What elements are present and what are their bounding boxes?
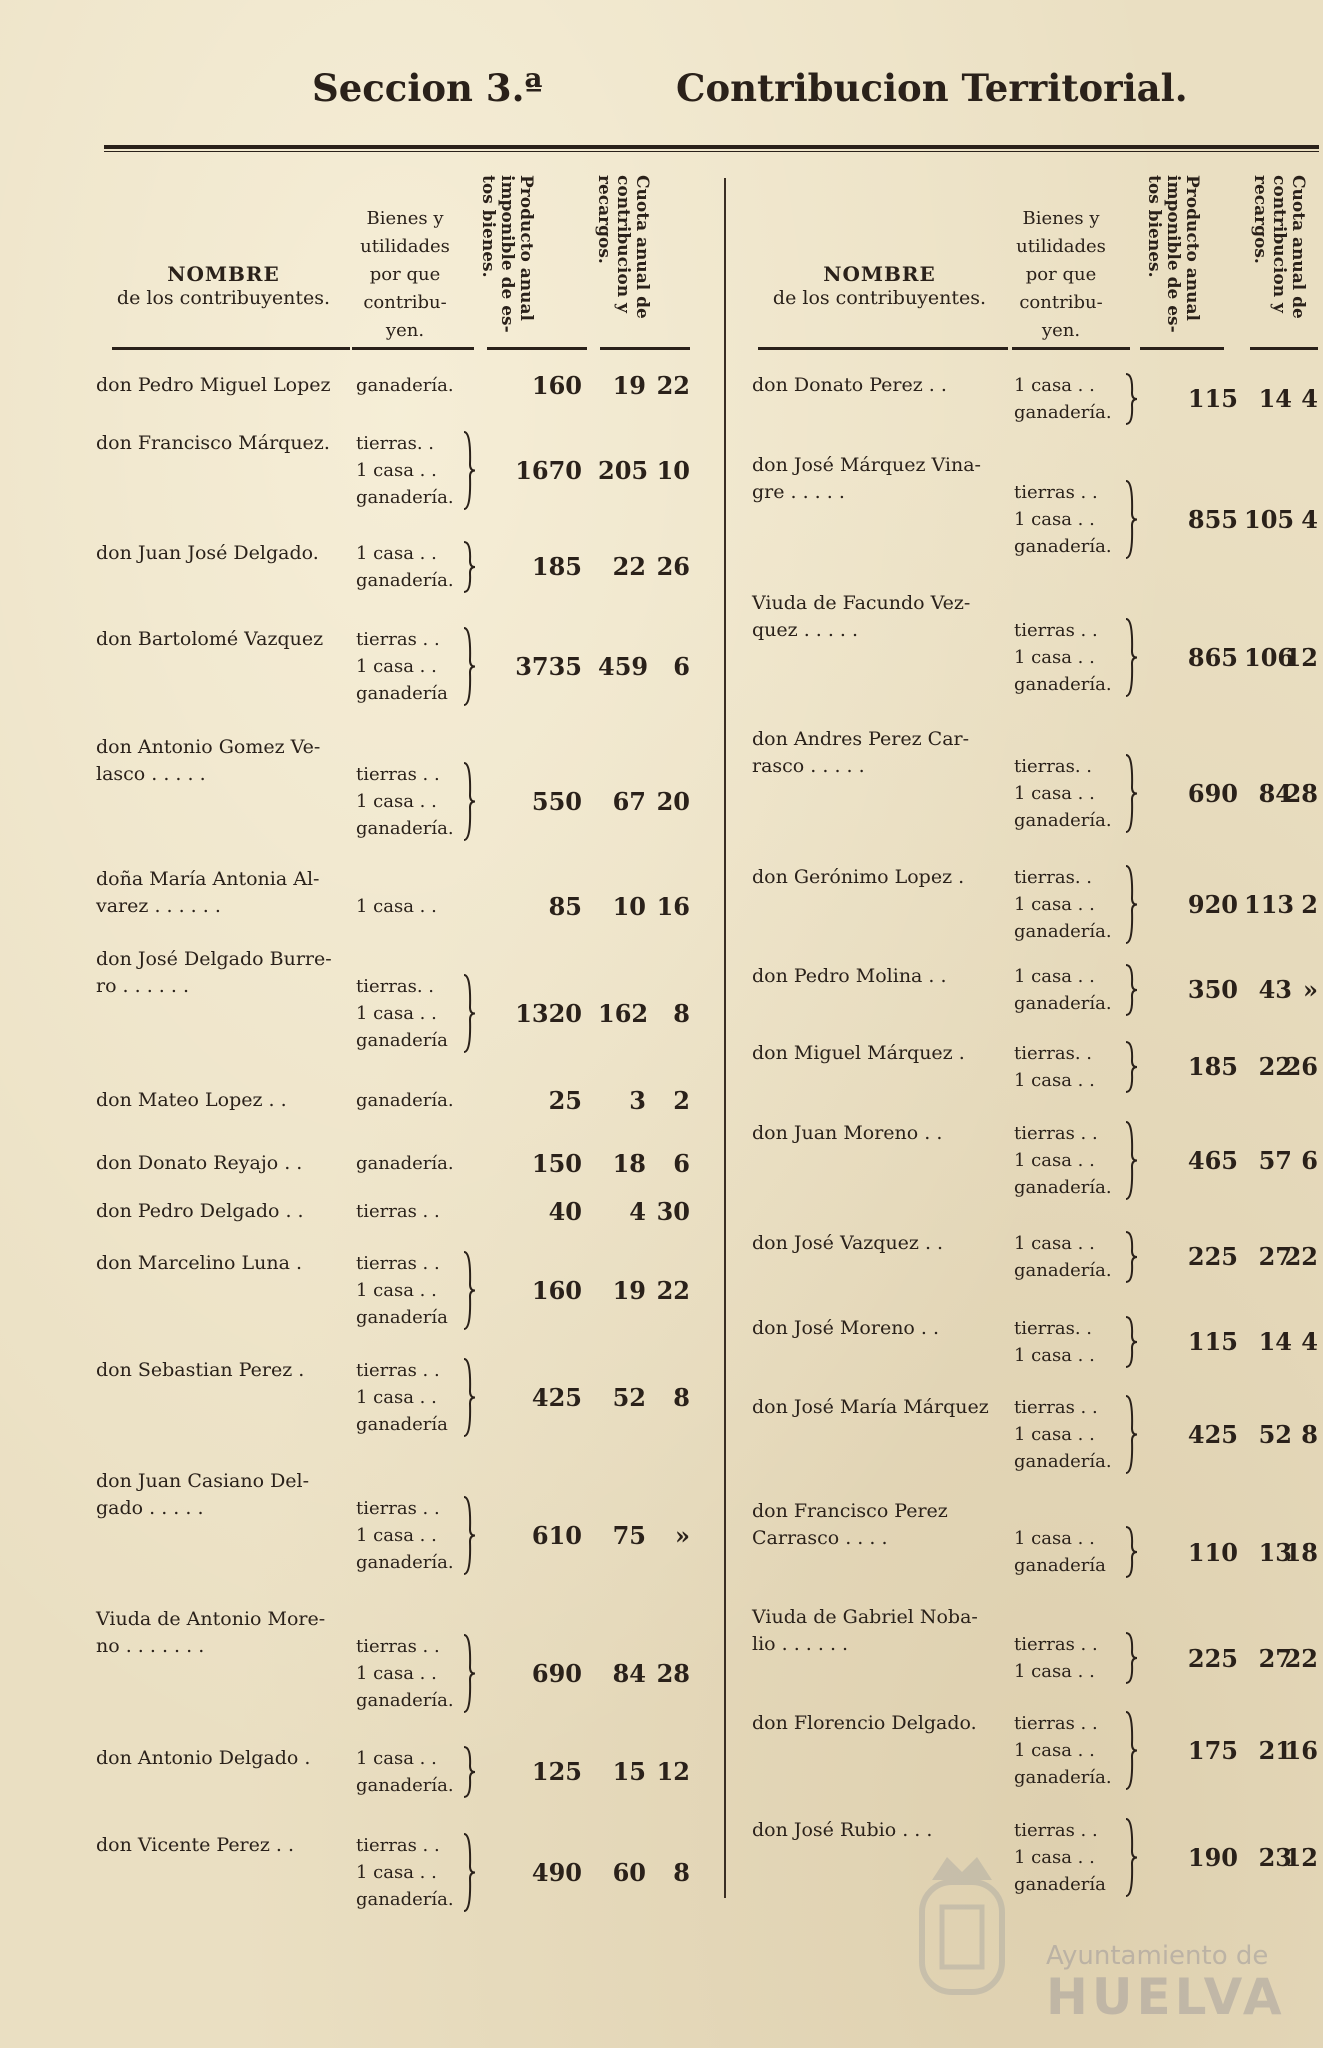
header-underline-bienes: [352, 347, 474, 350]
contributor-name: don Pedro Molina . .: [752, 965, 947, 987]
table-row: [96, 734, 696, 842]
contributor-name: don Francisco Márquez.: [96, 432, 330, 454]
reales-value: 57: [1258, 1145, 1292, 1175]
header-underline-producto-right: [1140, 347, 1224, 350]
mrs-value: 12: [1284, 643, 1318, 672]
brace-mark: [1124, 1040, 1138, 1094]
reales-value: 75: [612, 1521, 646, 1550]
producto-value: 185: [1187, 1052, 1238, 1081]
bienes-cell: 1 casa . . ganadería.: [1014, 375, 1112, 423]
brace-mark: [462, 973, 476, 1054]
contributor-name: don Vicente Perez . .: [96, 1834, 295, 1856]
brace-mark: [1124, 479, 1138, 560]
reales-value: 27: [1258, 1242, 1292, 1271]
producto-value: 350: [1187, 975, 1238, 1004]
producto-value: 115: [1187, 1327, 1238, 1356]
header-cuota-right: [1250, 175, 1320, 340]
producto-value: 490: [531, 1857, 582, 1887]
contributor-name: don José María Márquez: [752, 1396, 989, 1418]
table-row: [96, 1468, 696, 1576]
reales-value: 14: [1258, 1327, 1292, 1356]
table-row: [96, 946, 696, 1054]
bienes-cell: 1 casa . . ganadería: [1014, 1528, 1106, 1576]
mrs-value: 22: [1284, 1242, 1318, 1271]
mrs-value: »: [675, 1521, 690, 1550]
header-rule-thin: [104, 151, 1319, 152]
bienes-cell: tierras . . 1 casa . . ganadería.: [1014, 1123, 1112, 1198]
mrs-value: 22: [656, 370, 690, 400]
brace-mark: [1124, 617, 1138, 698]
producto-value: 425: [1187, 1419, 1238, 1449]
contributor-name: don Francisco Perez Carrasco . . . .: [752, 1500, 948, 1549]
bienes-cell: tierras . . 1 casa . . ganadería.: [1014, 620, 1112, 695]
producto-value: 1670: [515, 455, 582, 485]
mrs-value: 22: [656, 1275, 690, 1305]
contributor-name: don Mateo Lopez . .: [96, 1089, 287, 1111]
table-row: [96, 430, 696, 511]
mrs-value: 16: [656, 892, 690, 921]
header-underline-nombre-right: [758, 347, 1008, 350]
bienes-cell: tierras. . 1 casa . .: [1014, 1043, 1095, 1091]
brace-mark: [1124, 753, 1138, 834]
producto-value: 465: [1187, 1145, 1238, 1175]
brace-mark: [462, 761, 476, 842]
contributor-name: don Andres Perez Car- rasco . . . . .: [752, 728, 970, 777]
producto-value: 855: [1187, 505, 1238, 534]
table-row: [752, 1817, 1320, 1898]
reales-value: 15: [612, 1757, 646, 1786]
brace-mark: [462, 1633, 476, 1714]
brace-mark: [1124, 1120, 1138, 1201]
reales-value: 22: [1258, 1052, 1292, 1081]
page-header: [0, 66, 1323, 126]
brace-mark: [1124, 864, 1138, 945]
brace-mark: [462, 626, 476, 707]
header-producto-text-right: Producto anual imponible de es- tos bienes.: [1144, 175, 1202, 333]
header-underline-cuota-right: [1250, 347, 1318, 350]
bienes-cell: tierras . . 1 casa . . ganadería: [356, 1253, 448, 1328]
producto-value: 190: [1187, 1842, 1238, 1872]
mrs-value: 6: [673, 1148, 690, 1178]
header-nombre-main-right: NOMBRE: [823, 262, 936, 286]
reales-value: 52: [1258, 1419, 1292, 1449]
contributor-name: don Juan Moreno . .: [752, 1122, 943, 1144]
bienes-cell: 1 casa . . ganadería.: [1014, 1233, 1112, 1281]
reales-value: 22: [612, 552, 646, 581]
mrs-value: 28: [656, 1659, 690, 1688]
producto-value: 225: [1187, 1643, 1238, 1673]
header-producto-right: [1144, 175, 1224, 340]
reales-value: 13: [1258, 1537, 1292, 1567]
header-cuota-text-right: Cuota anual de contribucion y recargos.: [1250, 175, 1308, 319]
brace-mark: [462, 1495, 476, 1576]
table-row: [752, 1315, 1320, 1369]
header-bienes-right: [1006, 205, 1116, 345]
mrs-value: 2: [673, 1085, 690, 1115]
mrs-value: 16: [1284, 1735, 1318, 1765]
brace-mark: [1124, 1315, 1138, 1369]
bienes-cell: ganadería.: [356, 1153, 454, 1174]
mrs-value: 18: [1284, 1537, 1318, 1567]
right-column-header: [752, 175, 1322, 350]
table-row: [752, 1604, 1320, 1685]
brace-mark: [462, 1832, 476, 1913]
producto-value: 610: [531, 1521, 582, 1550]
table-row: [752, 1498, 1320, 1579]
mrs-value: 22: [1284, 1643, 1318, 1673]
mrs-value: 30: [656, 1196, 690, 1226]
contributor-name: don Miguel Márquez .: [752, 1042, 965, 1064]
crest-icon: [912, 1852, 1012, 2012]
bienes-cell: tierras. . 1 casa . .: [1014, 1318, 1095, 1366]
producto-value: 160: [531, 1275, 582, 1305]
table-row: [96, 626, 696, 707]
mrs-value: 8: [1301, 1419, 1318, 1449]
contributor-name: don Antonio Gomez Ve- lasco . . . . .: [96, 736, 321, 785]
producto-value: 40: [548, 1196, 582, 1226]
producto-value: 1320: [515, 999, 582, 1028]
brace-mark: [462, 540, 476, 594]
mrs-value: 2: [1301, 889, 1318, 919]
mrs-value: 8: [673, 999, 690, 1028]
table-row: [96, 540, 696, 594]
header-underline-nombre: [112, 347, 350, 350]
header-producto: [478, 175, 558, 340]
contributor-name: don Donato Reyajo . .: [96, 1152, 303, 1174]
brace-mark: [1124, 1230, 1138, 1284]
mrs-value: 20: [656, 787, 690, 816]
column-divider: [724, 178, 726, 1898]
producto-value: 550: [531, 787, 582, 816]
mrs-value: 4: [1301, 384, 1318, 413]
producto-value: 175: [1187, 1735, 1238, 1765]
bienes-cell: tierras . . 1 casa . . ganadería: [1014, 1820, 1106, 1895]
bienes-cell: tierras . . 1 casa . . ganadería.: [1014, 482, 1112, 557]
brace-mark: [462, 1250, 476, 1331]
bienes-cell: tierras . . 1 casa . . ganadería.: [356, 1636, 454, 1711]
table-row: [752, 963, 1320, 1017]
producto-value: 690: [531, 1659, 582, 1688]
header-bienes-text: Bienes y utilidades por que contribu- yen.: [360, 208, 450, 341]
mrs-value: 8: [673, 1857, 690, 1887]
mrs-value: 26: [656, 552, 690, 581]
mrs-value: »: [1303, 975, 1318, 1004]
table-row: [96, 1745, 696, 1799]
contributor-name: don José Delgado Burre- ro . . . . . .: [96, 948, 332, 997]
header-underline-bienes-right: [1012, 347, 1130, 350]
brace-mark: [462, 430, 476, 511]
section-heading: Seccion 3.ª: [312, 66, 543, 110]
contributor-name: don Juan José Delgado.: [96, 542, 319, 564]
contributor-name: don Pedro Delgado . .: [96, 1200, 304, 1222]
producto-value: 225: [1187, 1242, 1238, 1271]
producto-value: 690: [1187, 779, 1238, 808]
bienes-cell: 1 casa . . ganadería.: [356, 543, 454, 591]
brace-mark: [1124, 1710, 1138, 1791]
mrs-value: 28: [1284, 779, 1318, 808]
reales-value: 18: [612, 1148, 646, 1178]
mrs-value: 12: [656, 1757, 690, 1786]
bienes-cell: 1 casa . . ganadería.: [1014, 966, 1112, 1014]
header-bienes: [350, 205, 460, 345]
contributor-name: don Florencio Delgado.: [752, 1712, 977, 1734]
page-title: Contribucion Territorial.: [676, 66, 1188, 110]
bienes-cell: 1 casa . .: [356, 896, 437, 917]
producto-value: 160: [531, 370, 582, 400]
contributor-name: don José Márquez Vina- gre . . . . .: [752, 454, 981, 503]
bienes-cell: tierras . . 1 casa . . ganadería: [356, 629, 448, 704]
header-nombre-sub: de los contribuyentes.: [116, 287, 331, 309]
contributor-name: don Bartolomé Vazquez: [96, 628, 324, 650]
contributor-name: Viuda de Gabriel Noba- lio . . . . . .: [752, 1606, 978, 1655]
reales-value: 84: [612, 1659, 646, 1688]
bienes-cell: 1 casa . . ganadería.: [356, 1748, 454, 1796]
producto-value: 920: [1187, 889, 1238, 919]
contributor-name: don José Vazquez . .: [752, 1232, 944, 1254]
table-row: [752, 1394, 1320, 1475]
producto-value: 25: [548, 1085, 582, 1115]
mrs-value: 4: [1301, 1327, 1318, 1356]
header-nombre-sub-right: de los contribuyentes.: [772, 287, 987, 309]
table-row: [752, 1710, 1320, 1791]
brace-mark: [462, 1357, 476, 1438]
contributor-name: Viuda de Antonio More- no . . . . . . .: [96, 1608, 326, 1657]
reales-value: 205: [598, 455, 649, 485]
mrs-value: 12: [1284, 1842, 1318, 1872]
table-row: [96, 1357, 696, 1438]
table-row: [752, 726, 1320, 834]
bienes-cell: ganadería.: [356, 375, 454, 396]
producto-value: 185: [531, 552, 582, 581]
contributor-name: doña María Antonia Al- varez . . . . . .: [96, 868, 320, 917]
bienes-cell: tierras . . 1 casa . . ganadería.: [356, 1498, 454, 1573]
brace-mark: [462, 1745, 476, 1799]
table-row: [752, 590, 1320, 698]
header-bienes-text-right: Bienes y utilidades por que contribu- yen.: [1016, 208, 1106, 341]
mrs-value: 6: [673, 651, 690, 681]
table-row: [752, 1040, 1320, 1094]
reales-value: 459: [598, 651, 649, 681]
contributor-name: don Sebastian Perez .: [96, 1359, 305, 1381]
watermark-line2: HUELVA: [1046, 1968, 1286, 2026]
header-producto-text: Producto anual imponible de es- tos bienes.: [478, 175, 536, 333]
bienes-cell: tierras . . 1 casa . . ganadería: [356, 1360, 448, 1435]
reales-value: 10: [612, 892, 646, 921]
producto-value: 150: [531, 1148, 582, 1178]
reales-value: 4: [629, 1196, 646, 1226]
header-cuota-text: Cuota anual de contribucion y recargos.: [594, 175, 652, 319]
producto-value: 85: [548, 892, 582, 921]
contributor-name: don Marcelino Luna .: [96, 1252, 302, 1274]
contributor-name: don Juan Casiano Del- gado . . . . .: [96, 1470, 310, 1519]
contributor-name: Viuda de Facundo Vez- quez . . . . .: [752, 592, 971, 641]
brace-mark: [1124, 1817, 1138, 1898]
reales-value: 106: [1244, 643, 1295, 672]
contributor-name: don Donato Perez . .: [752, 374, 947, 396]
mrs-value: 6: [1301, 1145, 1318, 1175]
producto-value: 3735: [515, 651, 582, 681]
mrs-value: 10: [656, 455, 690, 485]
table-row: [96, 1198, 696, 1225]
table-row: [96, 1150, 696, 1177]
reales-value: 162: [598, 999, 649, 1028]
header-rule-thick: [104, 145, 1319, 149]
mrs-value: 8: [673, 1382, 690, 1412]
watermark-line1: Ayuntamiento de: [1046, 1941, 1269, 1971]
table-row: [752, 452, 1320, 560]
producto-value: 865: [1187, 643, 1238, 672]
contributor-name: don Pedro Miguel Lopez: [96, 374, 331, 396]
table-row: [96, 1832, 696, 1913]
reales-value: 21: [1258, 1735, 1292, 1765]
brace-mark: [1124, 372, 1138, 426]
reales-value: 67: [612, 787, 646, 816]
contributor-name: don José Moreno . .: [752, 1317, 940, 1339]
bienes-cell: tierras . .: [356, 1201, 440, 1222]
reales-value: 52: [612, 1382, 646, 1412]
header-nombre-main: NOMBRE: [167, 262, 280, 286]
table-row: [752, 864, 1320, 945]
producto-value: 115: [1187, 384, 1238, 413]
reales-value: 19: [612, 1275, 646, 1305]
contributor-name: don Gerónimo Lopez .: [752, 866, 965, 888]
reales-value: 19: [612, 370, 646, 400]
bienes-cell: tierras . . 1 casa . .: [1014, 1634, 1098, 1682]
table-row: [96, 1087, 696, 1114]
brace-mark: [1124, 1631, 1138, 1685]
table-row: [752, 1120, 1320, 1201]
reales-value: 84: [1258, 779, 1292, 808]
bienes-cell: tierras. . 1 casa . . ganadería.: [1014, 756, 1112, 831]
mrs-value: 4: [1301, 505, 1318, 534]
reales-value: 105: [1244, 505, 1295, 534]
header-cuota: [594, 175, 674, 340]
producto-value: 110: [1187, 1537, 1238, 1567]
header-underline-cuota: [600, 347, 690, 350]
header-nombre: [96, 262, 351, 310]
table-row: [752, 1230, 1320, 1284]
bienes-cell: ganadería.: [356, 1090, 454, 1111]
contributor-name: don José Rubio . . .: [752, 1819, 933, 1841]
bienes-cell: tierras. . 1 casa . . ganadería.: [1014, 867, 1112, 942]
bienes-cell: tierras . . 1 casa . . ganadería.: [1014, 1713, 1112, 1788]
brace-mark: [1124, 1525, 1138, 1579]
reales-value: 113: [1244, 889, 1295, 919]
header-nombre-right: [752, 262, 1007, 310]
reales-value: 43: [1258, 975, 1292, 1004]
reales-value: 14: [1258, 384, 1292, 413]
table-row: [96, 866, 696, 920]
producto-value: 125: [531, 1757, 582, 1786]
reales-value: 3: [629, 1085, 646, 1115]
brace-mark: [1124, 1394, 1138, 1475]
left-column-header: [96, 175, 696, 350]
table-row: [96, 1606, 696, 1714]
reales-value: 27: [1258, 1643, 1292, 1673]
bienes-cell: tierras . . 1 casa . . ganadería.: [1014, 1397, 1112, 1472]
bienes-cell: tierras . . 1 casa . . ganadería.: [356, 1835, 454, 1910]
bienes-cell: tierras . . 1 casa . . ganadería.: [356, 764, 454, 839]
table-row: [96, 1250, 696, 1331]
bienes-cell: tierras. . 1 casa . . ganadería.: [356, 433, 454, 508]
header-underline-producto: [487, 347, 587, 350]
table-row: [96, 372, 696, 399]
producto-value: 425: [531, 1382, 582, 1412]
bienes-cell: tierras. . 1 casa . . ganadería: [356, 976, 448, 1051]
table-row: [752, 372, 1320, 426]
contributor-name: don Antonio Delgado .: [96, 1747, 311, 1769]
reales-value: 23: [1258, 1842, 1292, 1872]
brace-mark: [1124, 963, 1138, 1017]
reales-value: 60: [612, 1857, 646, 1887]
mrs-value: 26: [1284, 1052, 1318, 1081]
